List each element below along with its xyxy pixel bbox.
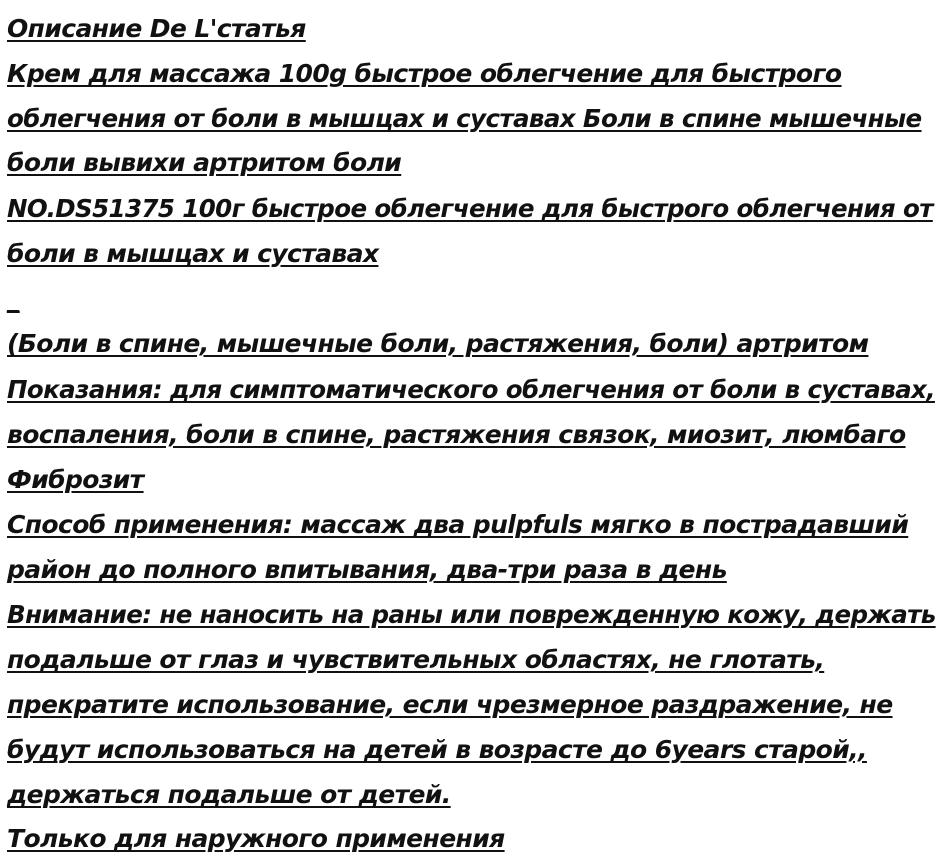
- text-line-10: Фиброзит: [7, 465, 144, 494]
- text-line-4: NO.DS51375 100г быстрое облегчение для быстрого облегчения от: [7, 194, 933, 223]
- text-line-12: район до полного впитывания, два-три раза в день: [7, 555, 727, 584]
- description-heading: Описание De L'статья: [7, 14, 306, 43]
- external-use-line: Только для наружного применения: [7, 824, 505, 853]
- text-line-7: (Боли в спине, мышечные боли, растяжения, боли) артритом: [7, 329, 869, 358]
- usage-line: Способ применения: массаж два pulpfuls мягко в пострадавший: [7, 510, 909, 539]
- text-line-16: будут использоваться на детей в возрасте до 6years старой,,: [7, 735, 867, 764]
- text-line-3: боли вывихи артритом боли: [7, 148, 402, 177]
- text-line-1: Крем для массажа 100g быстрое облегчение для быстрого: [7, 59, 842, 88]
- text-line-15: прекратите использование, если чрезмерное раздражение, не: [7, 690, 893, 719]
- text-line-9: воспаления, боли в спине, растяжения связок, миозит, люмбаго: [7, 420, 906, 449]
- warning-line: Внимание: не наносить на раны или поврежденную кожу, держать: [7, 600, 936, 629]
- indications-line: Показания: для симптоматического облегчения от боли в суставах,: [7, 375, 935, 404]
- text-line-17: держаться подальше от детей.: [7, 780, 451, 809]
- text-line-5: боли в мышцах и суставах: [7, 239, 379, 268]
- text-line-14: подальше от глаз и чувствительных областях, не глотать,: [7, 645, 825, 674]
- separator-mark: _: [7, 284, 19, 313]
- text-line-2: облегчения от боли в мышцах и суставах Боли в спине мышечные: [7, 104, 922, 133]
